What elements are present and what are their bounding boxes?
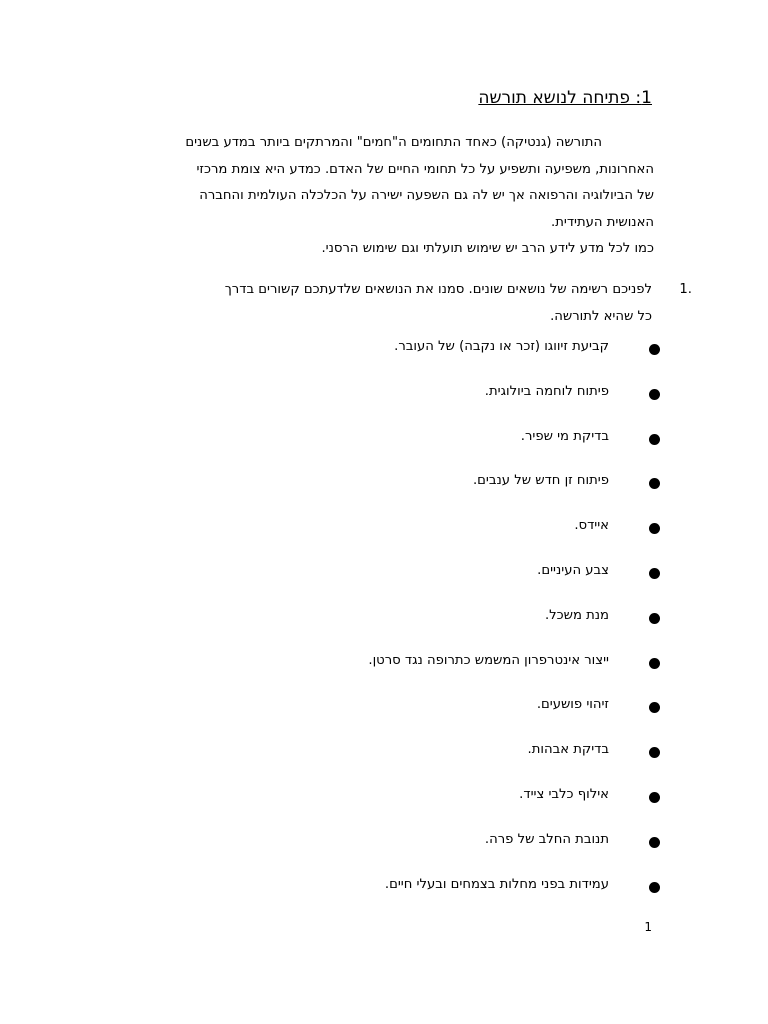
list-item-text: צבע העיניים. — [537, 562, 609, 578]
question-text — [152, 277, 652, 330]
list-item — [368, 381, 660, 426]
list-item — [368, 874, 660, 919]
list-item-text: עמידות בפני מחלות בצמחים ובעלי חיים. — [384, 876, 609, 892]
bullet-icon — [649, 837, 660, 848]
list-item-text: בדיקת מי שפיר. — [520, 428, 609, 444]
intro-paragraph — [114, 130, 654, 263]
bullet-icon — [649, 658, 660, 669]
question-number: 1. — [679, 282, 692, 297]
section-title: 1: פתיחה לנושא תורשה — [478, 88, 652, 108]
topics-list — [368, 336, 660, 918]
list-item-text: זיהוי פושעים. — [536, 697, 609, 713]
list-item-text: תנובת החלב של פרה. — [484, 831, 609, 847]
list-item-text: קביעת זיווגו (זכר או נקבה) של העובר. — [394, 339, 609, 354]
list-item — [368, 426, 660, 471]
list-item-text: ייצור אינטרפרון המשמש כתרופה נגד סרטן. — [368, 652, 609, 668]
list-item — [368, 336, 660, 381]
bullet-icon — [649, 792, 660, 803]
list-item — [368, 739, 660, 784]
question-line: לפניכם רשימה של נושאים שונים. סמנו את הנושאים שלדעתכם קשורים בדרך — [224, 282, 652, 297]
list-item-text: בדיקת אבהות. — [527, 742, 609, 758]
list-item-text: אילוף כלבי צייד. — [519, 786, 609, 802]
list-item-text: פיתוח זן חדש של ענבים. — [472, 473, 609, 489]
list-item-text: פיתוח לוחמה ביולוגית. — [484, 383, 609, 399]
bullet-icon — [649, 568, 660, 579]
list-item — [368, 650, 660, 695]
bullet-icon — [649, 523, 660, 534]
list-item — [368, 470, 660, 515]
bullet-icon — [649, 702, 660, 713]
bullet-icon — [649, 434, 660, 445]
bullet-icon — [649, 389, 660, 400]
intro-line: של הביולוגיה והרפואה אך יש לה גם השפעה ישירה על הכלכלה העולמית והחברה — [199, 188, 654, 203]
question-1 — [152, 277, 692, 330]
intro-line: האנושית העתידית. — [551, 214, 654, 230]
page-number: 1 — [644, 920, 652, 934]
list-item-text: מנת משכל. — [544, 607, 609, 623]
list-item — [368, 694, 660, 739]
list-item — [368, 560, 660, 605]
question-line: כל שהיא לתורשה. — [550, 308, 652, 324]
bullet-icon — [649, 478, 660, 489]
intro-line: התורשה (גנטיקה) כאחד התחומים ה"חמים" והמרתקים ביותר במדע בשנים — [185, 135, 602, 150]
list-item — [368, 515, 660, 560]
bullet-icon — [649, 613, 660, 624]
bullet-icon — [649, 344, 660, 355]
list-item — [368, 784, 660, 829]
intro-line: כמו לכל מדע לידע הרב יש שימוש תועלתי וגם שימוש הרסני. — [321, 241, 654, 256]
list-item — [368, 605, 660, 650]
list-item-text: איידס. — [574, 518, 609, 534]
intro-line: האחרונות, משפיעה ותשפיע על כל תחומי החיים של האדם. כמדע היא צומת מרכזי — [196, 161, 654, 177]
bullet-icon — [649, 747, 660, 758]
list-item — [368, 829, 660, 874]
bullet-icon — [649, 882, 660, 893]
